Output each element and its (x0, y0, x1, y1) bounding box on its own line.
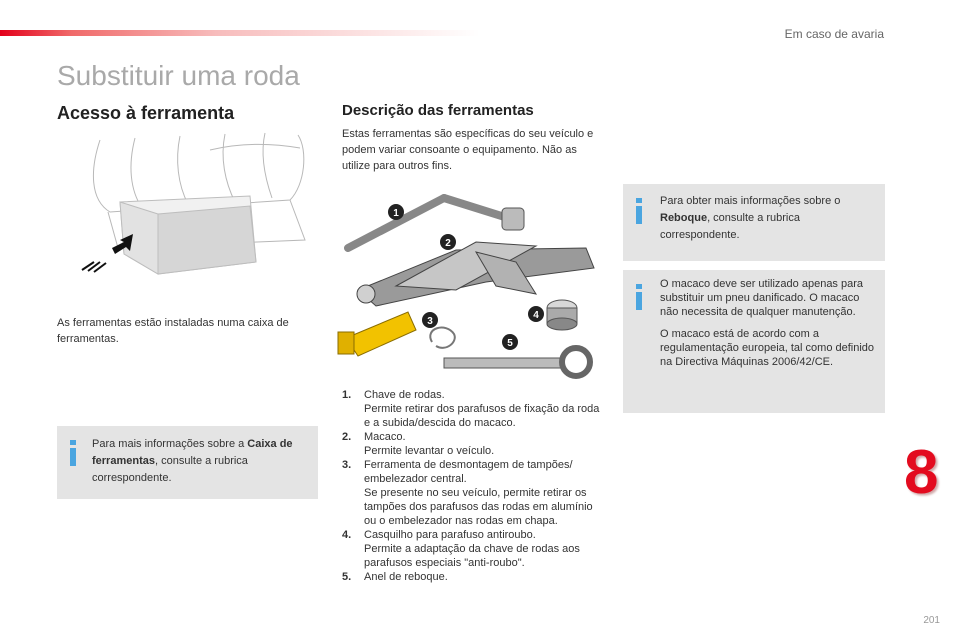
info-icon (69, 440, 77, 466)
info-box-towing (623, 184, 885, 261)
info-box-toolbox-text: Para mais informações sobre a Caixa de ferramentas, consulte a rubrica correspondente. (92, 438, 293, 484)
info-icon (635, 198, 643, 224)
section-heading-tool-description: Descrição das ferramentas (342, 102, 534, 119)
list-item: 4. Casquilho para parafuso antiroubo. Permite a adaptação da chave de rodas aos parafusos especiais "anti-roubo". (342, 529, 580, 569)
towing-eye-drawing (444, 348, 590, 376)
callout-2: 2 (445, 238, 451, 249)
chapter-title: Em caso de avaria (784, 27, 884, 41)
header-accent-bar (0, 30, 480, 36)
jack-drawing (357, 242, 594, 306)
callout-1: 1 (393, 208, 399, 219)
list-item: 3. Ferramenta de desmontagem de tampões/ embelezador central. Se presente no seu veículo, permite retirar os tampões dos parafusos das rodas em alumínio ou o embelezador nas rodas em chapa. (342, 459, 593, 527)
chapter-number: 8 (904, 438, 939, 507)
tool-list (342, 388, 604, 584)
info-box-towing-text: Para obter mais informações sobre o Reboque, consulte a rubrica correspondente. (660, 195, 841, 241)
info-box-jack-text (660, 277, 880, 369)
info-icon (635, 284, 643, 310)
list-item: 2. Macaco. Permite levantar o veículo. (342, 431, 495, 457)
list-item: 5. Anel de reboque. (342, 571, 448, 583)
tools-intro-text: Estas ferramentas são específicas do seu veículo e podem variar consoante o equipamento. Não as utilize para outros fins. (342, 128, 594, 172)
page-title: Substituir uma roda (57, 60, 300, 91)
info-box-toolbox (57, 426, 318, 499)
info-box-jack (623, 270, 885, 413)
antitheft-socket-drawing (547, 300, 577, 330)
callout-3: 3 (427, 316, 433, 327)
section-heading-tool-access: Acesso à ferramenta (57, 103, 235, 123)
toolbox-link: Caixa de ferramentas (92, 438, 293, 467)
towing-link: Reboque (660, 212, 708, 224)
toolbox-location-text: As ferramentas estão instaladas numa caixa de ferramentas. (57, 317, 289, 345)
page-number: 201 (923, 615, 940, 626)
jack-usage-text: O macaco deve ser utilizado apenas para substituir um pneu danificado. O macaco não necessita de qualquer manutenção. (660, 278, 864, 318)
list-item: 1. Chave de rodas. Permite retirar dos parafusos de fixação da roda e a subida/descida do macaco. (342, 389, 600, 429)
wheel-brace-drawing (348, 198, 524, 248)
seat-toolbox-illustration (60, 130, 320, 290)
callout-5: 5 (507, 338, 513, 349)
jack-compliance-text: O macaco está de acordo com a regulamentação europeia, tal como definido na Directiva Máquinas 2006/42/CE. (660, 328, 875, 368)
callout-4: 4 (533, 310, 539, 321)
tools-illustration (336, 190, 606, 382)
